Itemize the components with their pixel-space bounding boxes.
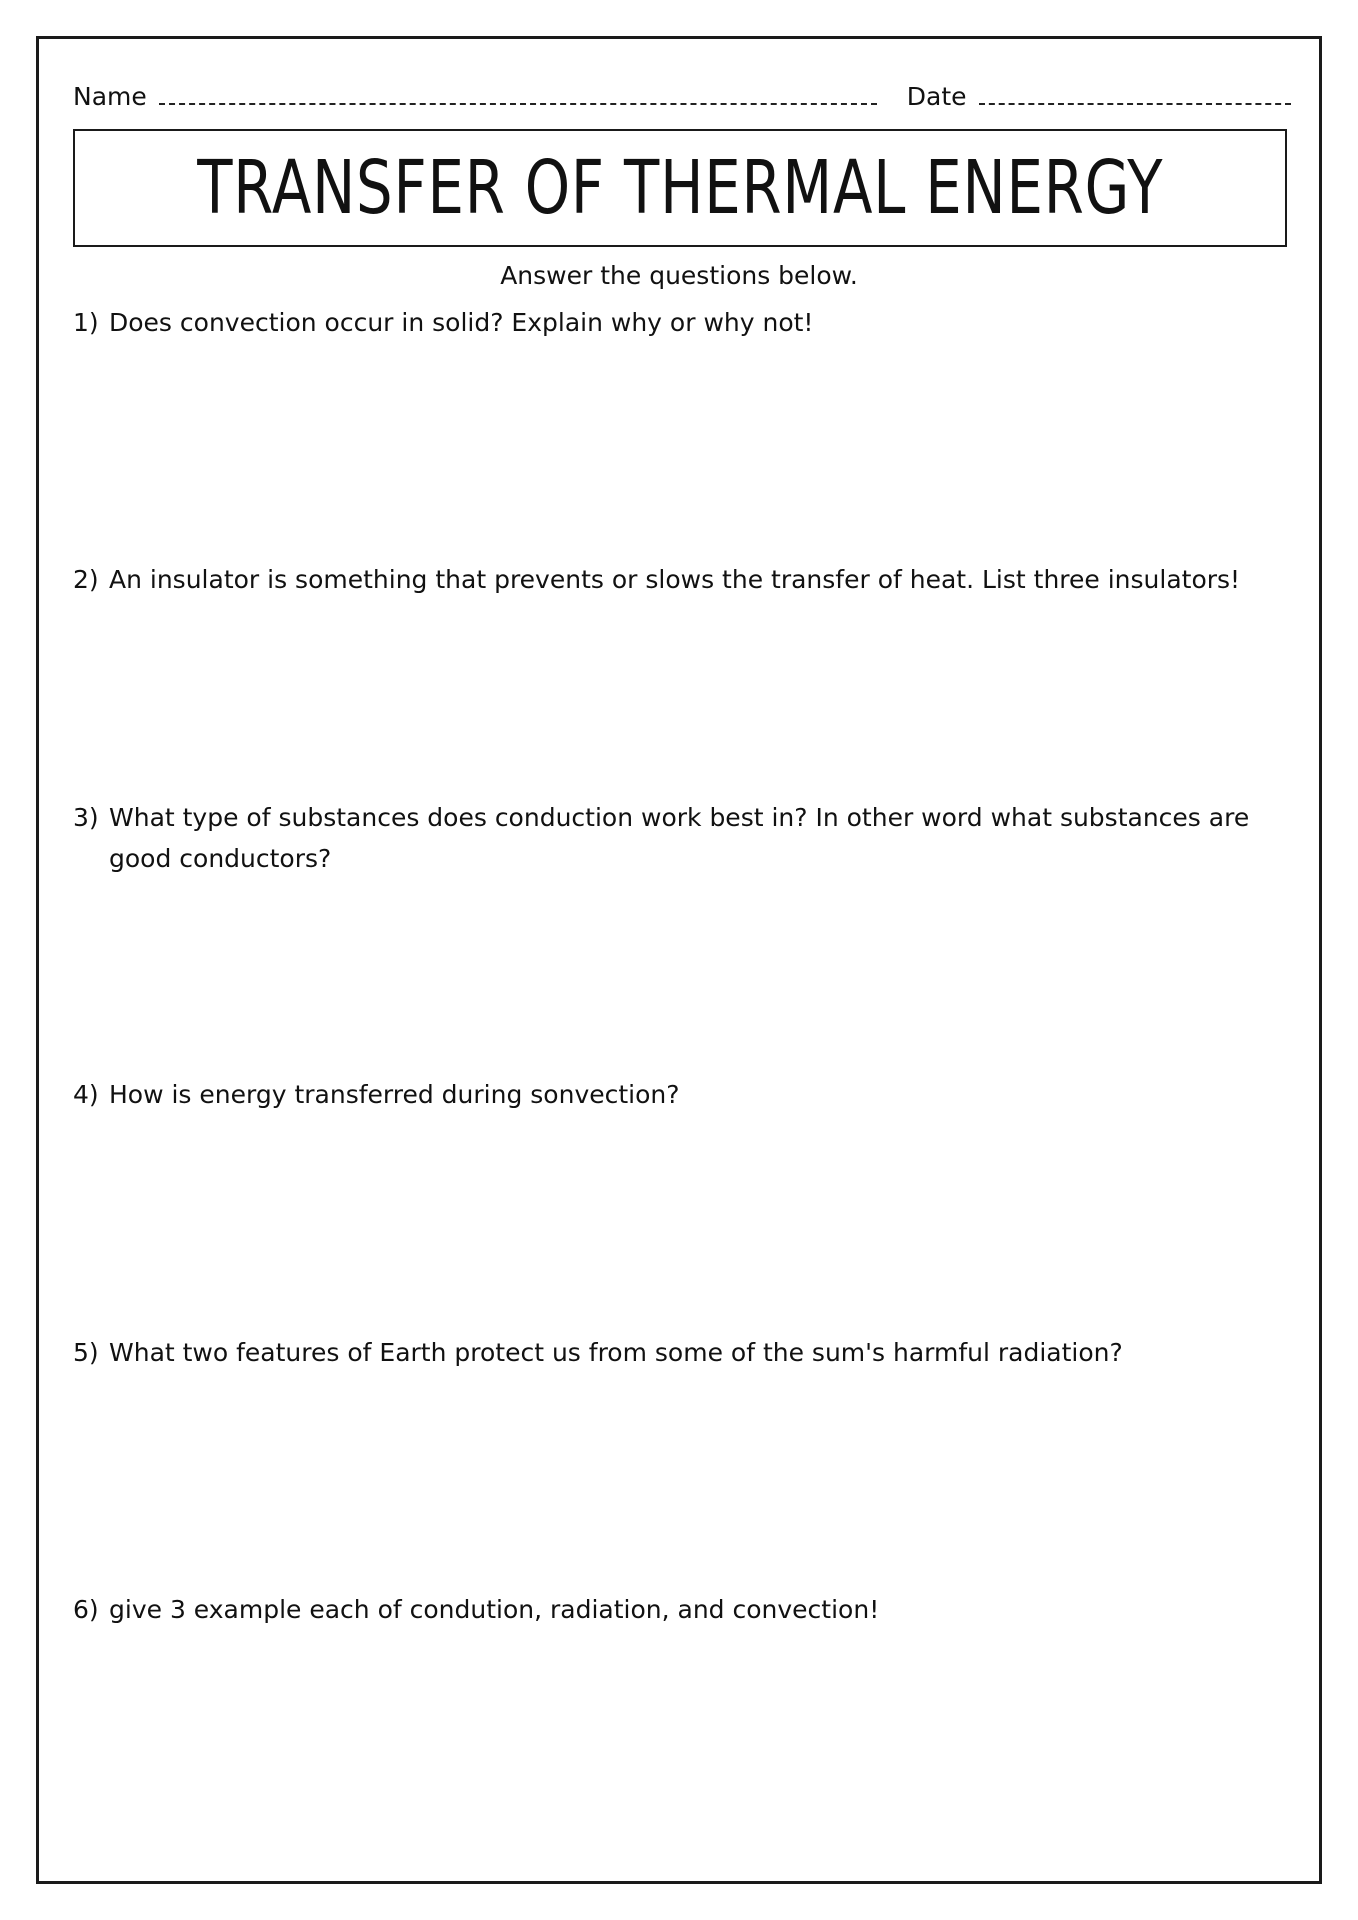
question-text: What type of substances does conduction work best in? In other word what substances are good conductors?	[109, 803, 1250, 873]
question-text: How is energy transferred during sonvection?	[109, 1080, 680, 1109]
question-number: 1)	[73, 308, 99, 337]
date-label: Date	[906, 82, 967, 111]
question-4	[73, 1074, 1283, 1115]
question-2	[73, 559, 1283, 600]
question-number: 2)	[73, 565, 99, 594]
name-blank-line	[159, 103, 877, 105]
date-blank-line	[979, 103, 1291, 105]
question-text: What two features of Earth protect us from some of the sum's harmful radiation?	[109, 1338, 1123, 1367]
question-1	[73, 302, 1283, 343]
question-3	[73, 797, 1283, 879]
question-5	[73, 1332, 1283, 1373]
instructions: Answer the questions below.	[500, 261, 858, 290]
title-box	[73, 129, 1287, 247]
question-number: 3)	[73, 803, 99, 832]
page-title: TRANSFER OF THERMAL ENERGY	[196, 145, 1164, 231]
worksheet-border	[36, 36, 1322, 1884]
question-number: 6)	[73, 1595, 99, 1624]
question-number: 4)	[73, 1080, 99, 1109]
question-6	[73, 1589, 1283, 1630]
question-number: 5)	[73, 1338, 99, 1367]
question-text: Does convection occur in solid? Explain why or why not!	[109, 308, 814, 337]
question-text: give 3 example each of condution, radiation, and convection!	[109, 1595, 880, 1624]
header-row	[73, 71, 1291, 111]
name-label: Name	[73, 82, 147, 111]
question-text: An insulator is something that prevents or slows the transfer of heat. List three insulators!	[109, 565, 1241, 594]
